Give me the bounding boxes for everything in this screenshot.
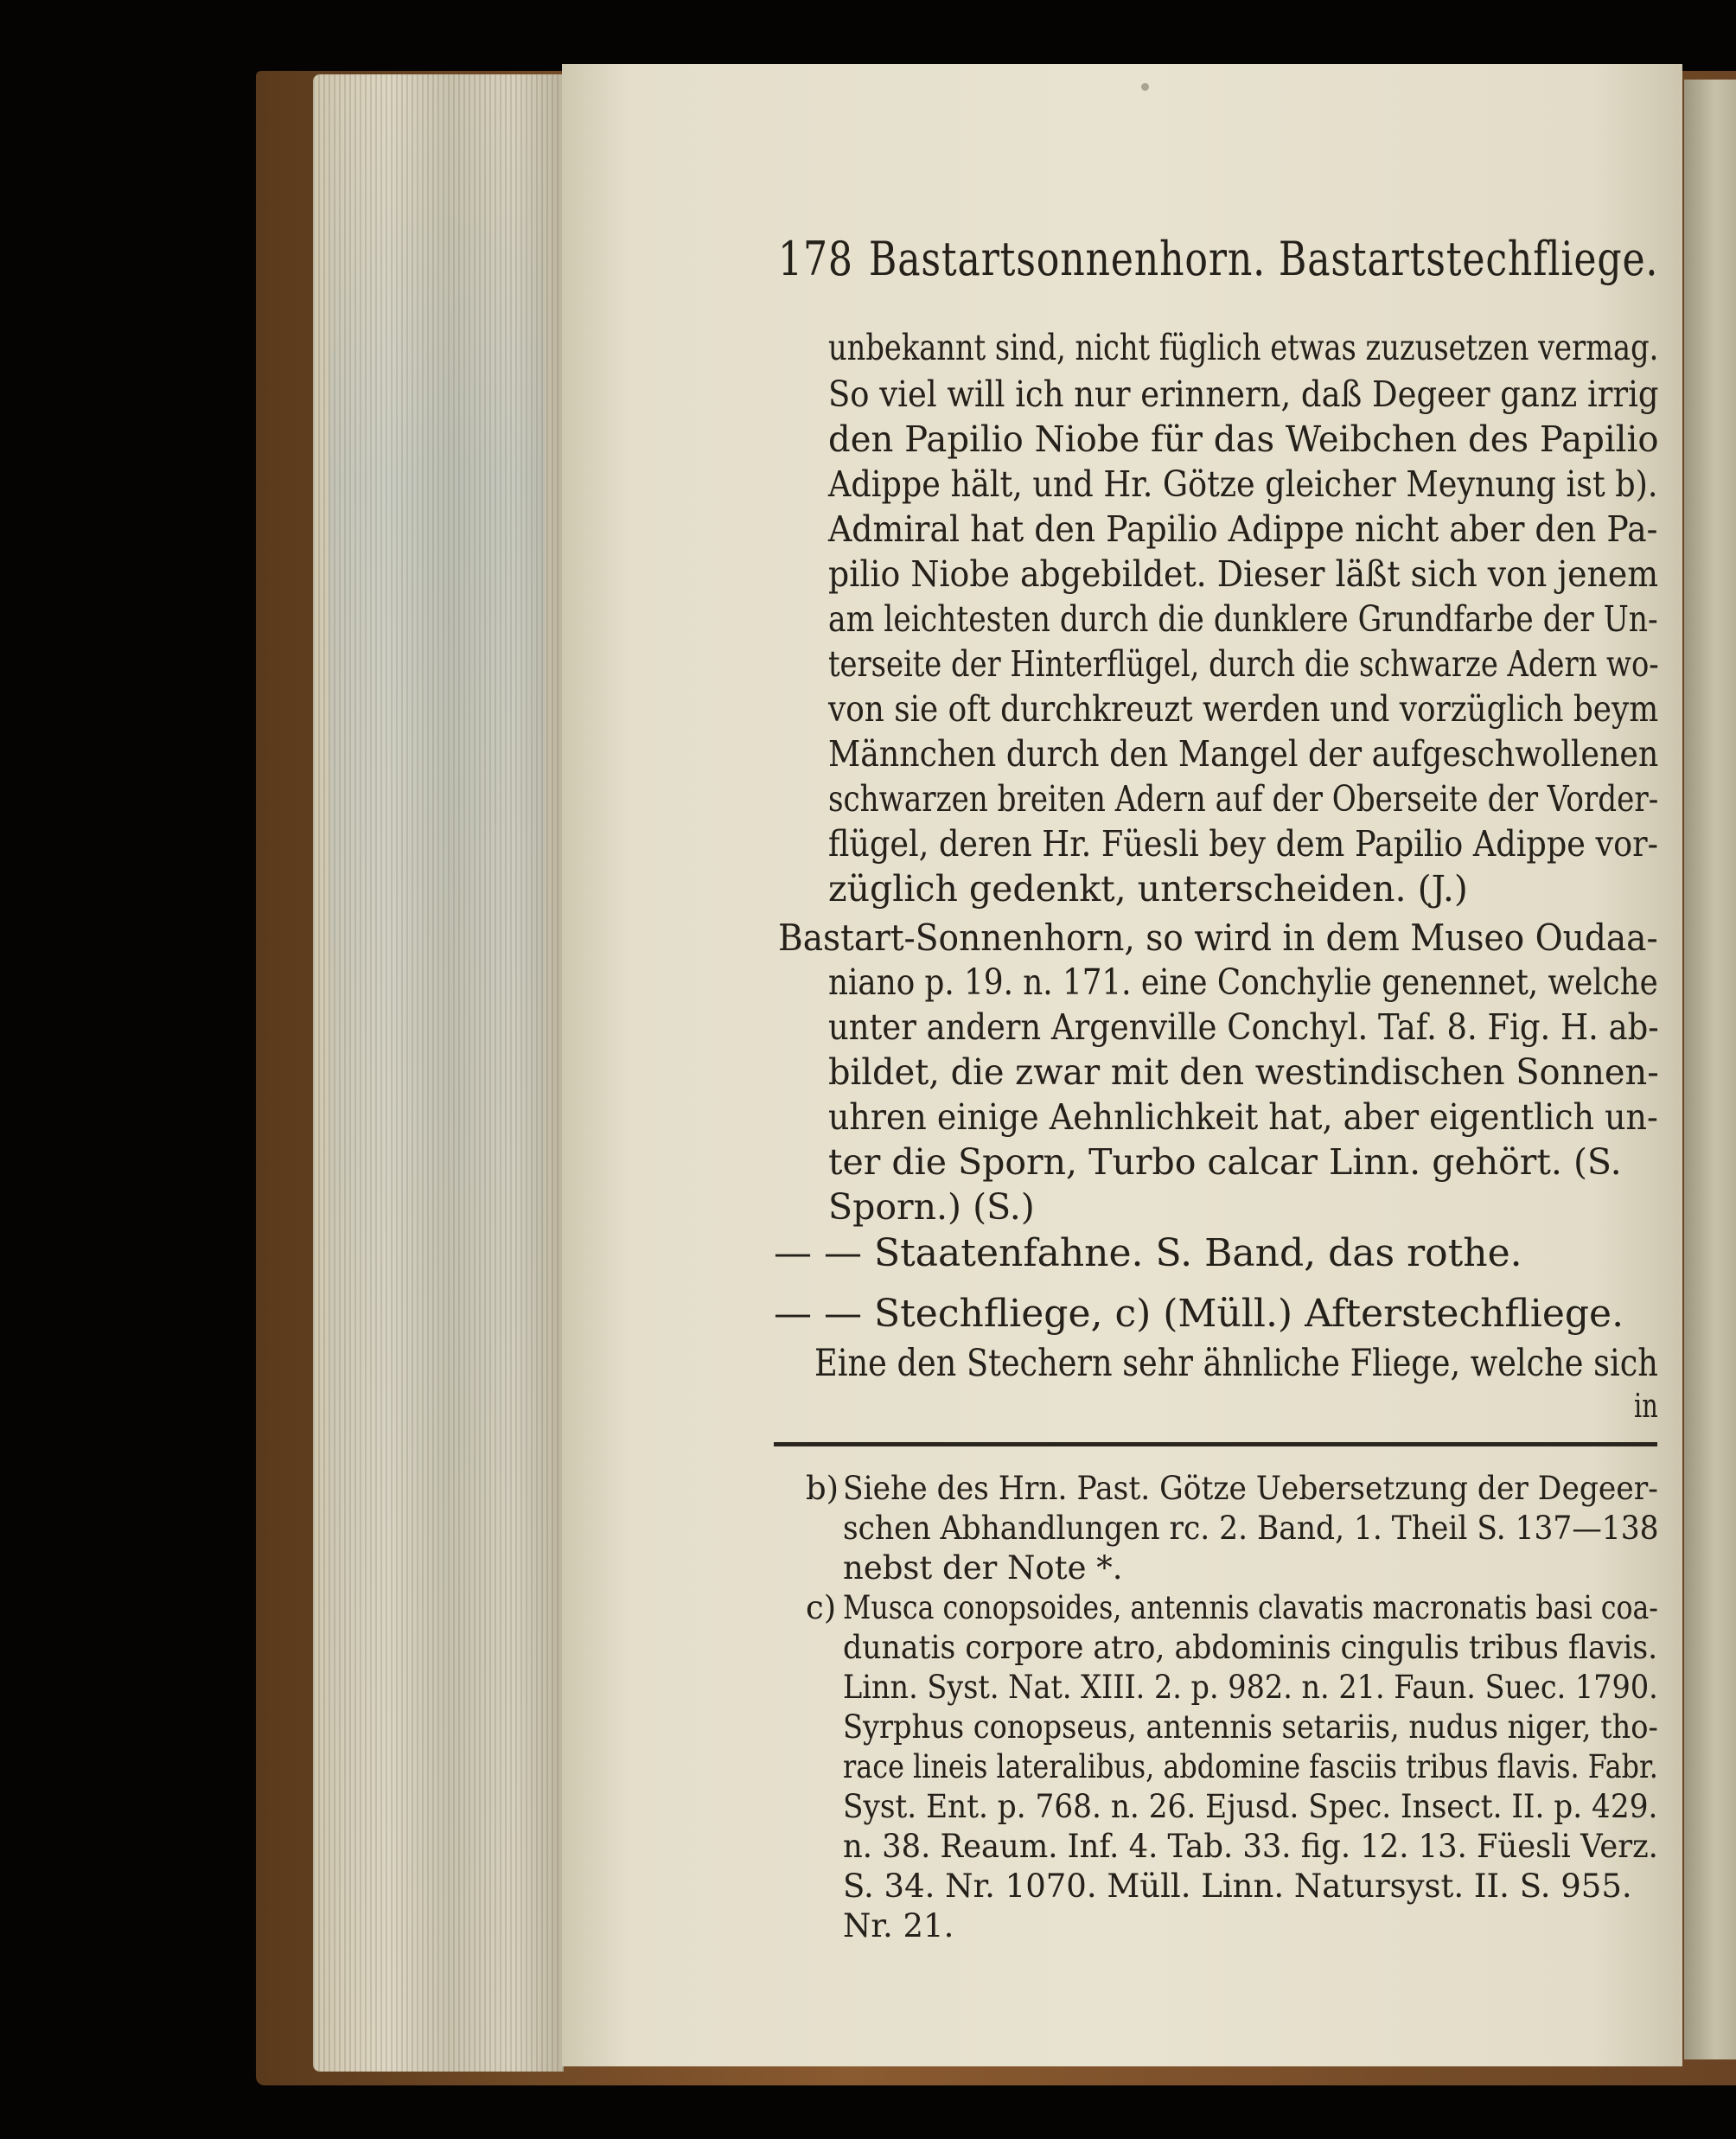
footnote-rule	[774, 1442, 1657, 1446]
page-number: 178	[778, 232, 853, 286]
dash-entry-staatenfahne: — — Staatenfahne. S. Band, das rothe.	[774, 1231, 1522, 1275]
entry-line: bildet, die zwar mit den westindischen Sonnen-	[828, 1051, 1659, 1093]
entry-line: niano p. 19. n. 171. eine Conchylie genennet, welche	[828, 961, 1658, 1003]
catchword: in	[1634, 1387, 1658, 1425]
body-line: am leichtesten durch die dunklere Grundfarbe der Un-	[828, 598, 1658, 640]
body-line: züglich gedenkt, unterscheiden. (J.)	[828, 868, 1468, 910]
body-line: den Papilio Niobe für das Weibchen des Papilio	[828, 418, 1659, 460]
paper-speck	[1141, 83, 1149, 91]
footnote-c-line: Syrphus conopseus, antennis setariis, nudus niger, tho-	[843, 1708, 1658, 1746]
continuation-line: Eine den Stechern sehr ähnliche Fliege, welche sich	[814, 1342, 1658, 1385]
body-line: terseite der Hinterflügel, durch die schwarze Adern wo-	[828, 643, 1659, 685]
footnote-b-mark: b)	[806, 1470, 839, 1507]
footnote-c-line: n. 38. Reaum. Inf. 4. Tab. 33. fig. 12. 13. Füesli Verz.	[843, 1828, 1658, 1865]
body-line: schwarzen breiten Adern auf der Oberseite der Vorder-	[828, 778, 1659, 820]
body-line: Admiral hat den Papilio Adippe nicht aber den Pa-	[828, 508, 1658, 550]
footnote-b-line: Siehe des Hrn. Past. Götze Uebersetzung der Degeer-	[843, 1470, 1658, 1507]
body-line: So viel will ich nur erinnern, daß Degeer ganz irrig	[828, 374, 1659, 415]
footnote-b-line: schen Abhandlungen rc. 2. Band, 1. Theil S. 137—138	[843, 1510, 1659, 1547]
entry-headline: Bastart-Sonnenhorn, so wird in dem Museo Oudaa-	[778, 916, 1658, 959]
entry-line: Sporn.) (S.)	[828, 1186, 1035, 1228]
footnote-c-line: S. 34. Nr. 1070. Müll. Linn. Natursyst. II. S. 955.	[843, 1868, 1632, 1905]
body-line: Männchen durch den Mangel der aufgeschwollenen	[828, 733, 1659, 775]
running-header	[778, 232, 1658, 286]
body-line: unbekannt sind, nicht füglich etwas zuzusetzen vermag.	[828, 327, 1659, 368]
entry-line: ter die Sporn, Turbo calcar Linn. gehört. (S.	[828, 1141, 1622, 1183]
footnote-c-line: Musca conopsoides, antennis clavatis macronatis basi coa-	[843, 1589, 1658, 1626]
entry-line: unter andern Argenville Conchyl. Taf. 8. Fig. H. ab-	[828, 1006, 1659, 1048]
dash-entry-stechfliege: — — Stechfliege, c) (Müll.) Afterstechfliege.	[774, 1292, 1624, 1336]
entry-line: uhren einige Aehnlichkeit hat, aber eigentlich un-	[828, 1096, 1658, 1138]
page-edge-tint	[329, 82, 545, 2062]
footnote-c-line: race lineis lateralibus, abdomine fasciis tribus flavis. Fabr.	[843, 1748, 1658, 1785]
footnote-c-line: dunatis corpore atro, abdominis cingulis tribus flavis.	[843, 1629, 1658, 1666]
header-title: Bastartsonnenhorn. Bastartstechfliege.	[868, 232, 1659, 286]
body-line: flügel, deren Hr. Füesli bey dem Papilio Adippe vor-	[828, 823, 1659, 865]
body-line: Adippe hält, und Hr. Götze gleicher Meynung ist b).	[828, 463, 1658, 505]
body-line: pilio Niobe abgebildet. Dieser läßt sich von jenem	[828, 553, 1659, 595]
footnote-c-line: Nr. 21.	[843, 1907, 954, 1944]
footnote-c-line: Syst. Ent. p. 768. n. 26. Ejusd. Spec. Insect. II. p. 429.	[843, 1788, 1658, 1825]
footnote-c-line: Linn. Syst. Nat. XIII. 2. p. 982. n. 21. Faun. Suec. 1790.	[843, 1669, 1658, 1706]
body-line: von sie oft durchkreuzt werden und vorzüglich beym	[828, 688, 1659, 730]
footnote-c-mark: c)	[806, 1589, 837, 1626]
next-page-edge	[1684, 80, 1736, 2059]
footnote-b-line: nebst der Note *.	[843, 1549, 1123, 1587]
